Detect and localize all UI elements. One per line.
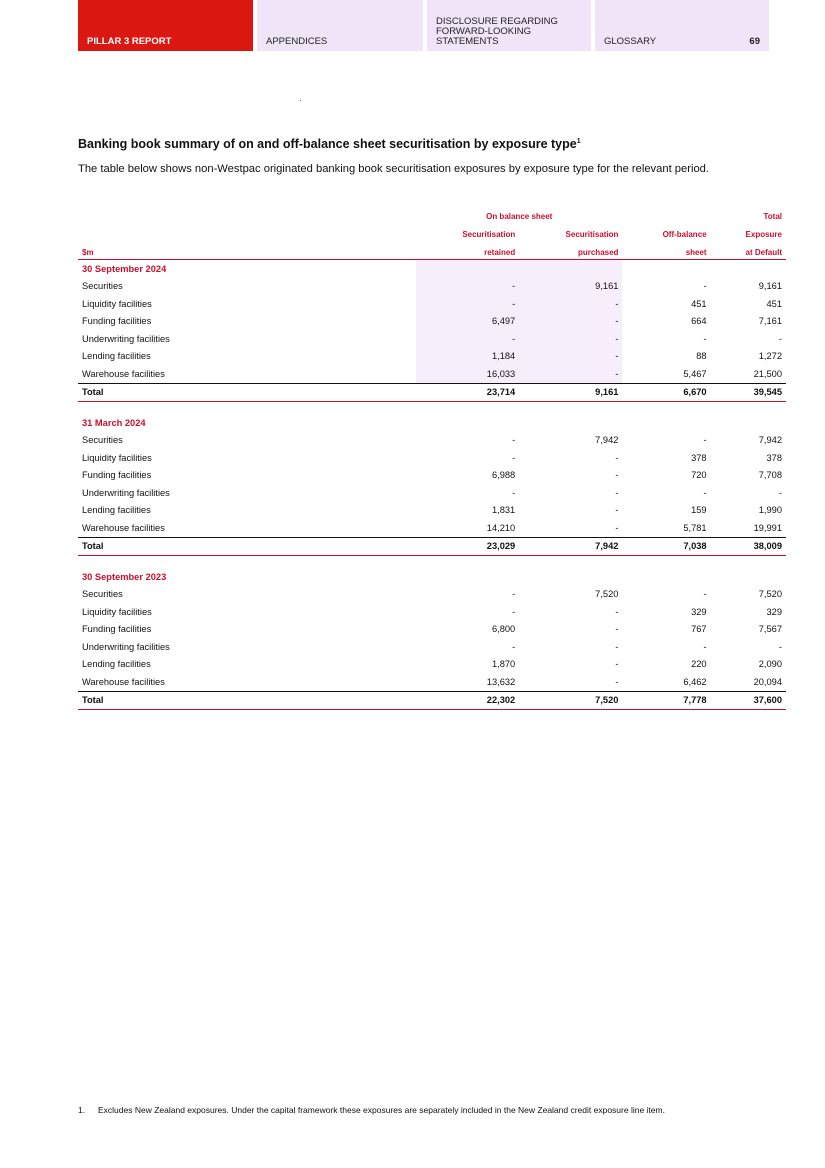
table-cell: - [416,278,519,296]
spacer-row [78,402,786,415]
table-cell: 23,029 [416,537,519,556]
table-cell: - [519,295,622,313]
table-cell: 19,991 [753,522,782,533]
table-cell: 9,161 [519,383,622,402]
table-cell: 38,009 [711,537,786,556]
table-row [78,449,786,467]
section-title [78,137,581,151]
table-cell: 39,545 [711,383,786,402]
tab-pillar-3-report[interactable] [78,0,253,51]
row-label: Securities [82,281,123,292]
row-label: Funding facilities [82,316,152,327]
table-cell: 37,600 [711,691,786,710]
table-cell: 451 [691,298,707,309]
table-cell: 1,870 [491,659,516,670]
table-cell: - [512,435,516,446]
row-label: Warehouse facilities [82,676,165,687]
row-label: Lending facilities [82,351,151,362]
empty-cell [416,260,519,278]
empty-cell [711,414,786,432]
tab-label: DISCLOSURE REGARDING FORWARD-LOOKING STATEMENTS [436,16,558,47]
table-cell: 329 [691,606,707,617]
table-cell: 7,942 [758,435,782,446]
table-cell: - [778,641,782,652]
page-number: 69 [749,36,760,47]
table-cell: 14,210 [486,522,516,533]
footnote-ref[interactable]: 1 [576,137,581,145]
table-cell: 6,670 [622,383,710,402]
row-label: Lending facilities [82,659,151,670]
table-cell: 1,831 [491,505,516,516]
table-cell: 1,990 [758,505,782,516]
table-cell: - [615,659,619,670]
table-cell: - [512,589,516,600]
section-title-text: Banking book summary of on and off-balance sheet securitisation by exposure type [78,137,577,151]
table-cell: - [615,487,619,498]
period-label: 30 September 2024 [82,263,167,274]
tab-label: APPENDICES [266,36,328,47]
row-label: Underwriting facilities [82,641,170,652]
table-cell: 7,942 [519,537,622,556]
footnote-text: Excludes New Zealand exposures. Under the capital framework these exposures are separately included in the New Zealand credit exposure line item. [98,1105,665,1115]
spacer-row [78,556,786,569]
table-cell: 7,161 [758,316,782,327]
table-cell: 7,708 [758,470,782,481]
table-cell: 9,161 [519,278,622,296]
total-row [78,383,786,402]
table-cell: 5,781 [683,522,707,533]
table-cell: 6,988 [491,470,516,481]
row-label: Securities [82,435,123,446]
table-cell: 7,520 [758,589,782,600]
table-row [78,586,786,604]
table-row [78,519,786,537]
col-header-offbalance-2: sheet [622,241,710,260]
period-label: 31 March 2024 [82,417,146,428]
table-cell: 720 [691,470,707,481]
table-row [78,621,786,639]
empty-cell [711,568,786,586]
table-row [78,603,786,621]
table-row [78,348,786,366]
row-label: Liquidity facilities [82,298,152,309]
table-row [78,365,786,383]
table-row [78,638,786,656]
table-cell: - [615,470,619,481]
table-cell: 23,714 [416,383,519,402]
table-cell: - [519,348,622,366]
col-header-purchased-2: purchased [519,241,622,260]
table-cell: - [416,295,519,313]
period-label: 30 September 2023 [82,571,167,582]
table-row [78,295,786,313]
table-cell: - [703,487,707,498]
row-label: Total [78,383,416,402]
header-empty [78,205,416,223]
table-cell: - [703,435,707,446]
unit-label: $m [78,241,416,260]
row-label: Total [78,691,416,710]
empty-cell [416,414,519,432]
table-cell: 7,038 [622,537,710,556]
empty-cell [519,260,622,278]
row-label: Funding facilities [82,624,152,635]
row-label: Warehouse facilities [82,522,165,533]
table-cell: 9,161 [758,281,782,292]
empty-cell [622,260,710,278]
table-cell: 220 [691,659,707,670]
intro-paragraph: The table below shows non-Westpac originated banking book securitisation exposures by exposure type for the relevant period. [78,163,710,175]
period-row [78,568,786,586]
table-cell: 6,497 [416,313,519,331]
table-cell: - [512,606,516,617]
row-label: Securities [82,589,123,600]
table-cell: 7,520 [595,589,619,600]
table-cell: - [519,313,622,331]
table-row [78,313,786,331]
table-cell: - [703,333,707,344]
table-cell: 13,632 [486,676,516,687]
table-cell: - [615,606,619,617]
table-cell: 7,942 [595,435,619,446]
table-row [78,432,786,450]
table-cell: - [778,333,782,344]
row-label: Lending facilities [82,505,151,516]
table-cell: 664 [691,316,707,327]
tab-label: PILLAR 3 REPORT [87,36,172,47]
table-cell: 88 [696,351,707,362]
tab-appendices[interactable] [257,0,423,51]
table-cell: - [519,365,622,383]
col-header-retained-2: retained [416,241,519,260]
table-cell: 378 [691,452,707,463]
row-label: Liquidity facilities [82,452,152,463]
row-label: Liquidity facilities [82,606,152,617]
table-row [78,330,786,348]
table-cell: - [512,487,516,498]
empty-cell [711,260,786,278]
table-cell: 329 [766,606,782,617]
header-empty [78,223,416,241]
table-row [78,656,786,674]
footnote-number: 1. [78,1105,86,1115]
period-row [78,260,786,278]
table-cell: - [615,624,619,635]
table-row [78,278,786,296]
table-cell: 21,500 [753,368,782,379]
table-cell: 159 [691,505,707,516]
table-cell: - [615,505,619,516]
tab-disclosure-forward-looking[interactable] [427,0,591,51]
empty-cell [519,568,622,586]
table-cell: - [615,452,619,463]
table-body [78,260,786,710]
table-cell: 6,462 [683,676,707,687]
table-cell: 6,800 [491,624,516,635]
col-header-total-2: Exposure [745,230,782,239]
row-label: Underwriting facilities [82,487,170,498]
col-header-offbalance-1: Off-balance [662,230,707,239]
col-header-purchased-1: Securitisation [565,230,619,239]
table-cell: 7,778 [622,691,710,710]
table-cell: - [519,330,622,348]
empty-cell [622,568,710,586]
table-cell: 2,090 [758,659,782,670]
total-row [78,691,786,710]
table-cell: - [615,641,619,652]
row-label: Warehouse facilities [82,368,165,379]
period-row [78,414,786,432]
tab-glossary[interactable] [595,0,769,51]
table-cell: 378 [766,452,782,463]
table-cell: - [416,330,519,348]
col-header-total-1: Total [763,212,782,221]
table-cell: - [703,589,707,600]
table-cell: - [703,281,707,292]
table-row [78,673,786,691]
table-cell: 767 [691,624,707,635]
empty-cell [622,414,710,432]
col-header-total-3: at Default [711,241,786,260]
row-label: Total [78,537,416,556]
empty-cell [519,414,622,432]
table-cell: - [703,641,707,652]
table-cell: 7,567 [758,624,782,635]
securitisation-table [78,205,786,710]
table-cell: 1,184 [416,348,519,366]
table-cell: 16,033 [416,365,519,383]
col-header-retained-1: Securitisation [462,230,516,239]
row-label: Underwriting facilities [82,333,170,344]
table-cell: 22,302 [416,691,519,710]
table-cell: 7,520 [519,691,622,710]
table-cell: - [778,487,782,498]
empty-cell [416,568,519,586]
top-navigation [78,0,769,51]
table-row [78,467,786,485]
group-header-on-balance: On balance sheet [486,212,553,221]
stray-dot [300,100,301,101]
tab-label: GLOSSARY [604,36,657,47]
table-cell: 1,272 [758,351,782,362]
header-empty [622,205,710,223]
footnote [78,1105,778,1115]
table-cell: - [615,522,619,533]
total-row [78,537,786,556]
table-cell: 451 [766,298,782,309]
table-cell: - [615,676,619,687]
table-cell: 5,467 [683,368,707,379]
table-row [78,484,786,502]
row-label: Funding facilities [82,470,152,481]
table-row [78,502,786,520]
table-cell: - [512,452,516,463]
table-cell: - [512,641,516,652]
table-cell: 20,094 [753,676,782,687]
